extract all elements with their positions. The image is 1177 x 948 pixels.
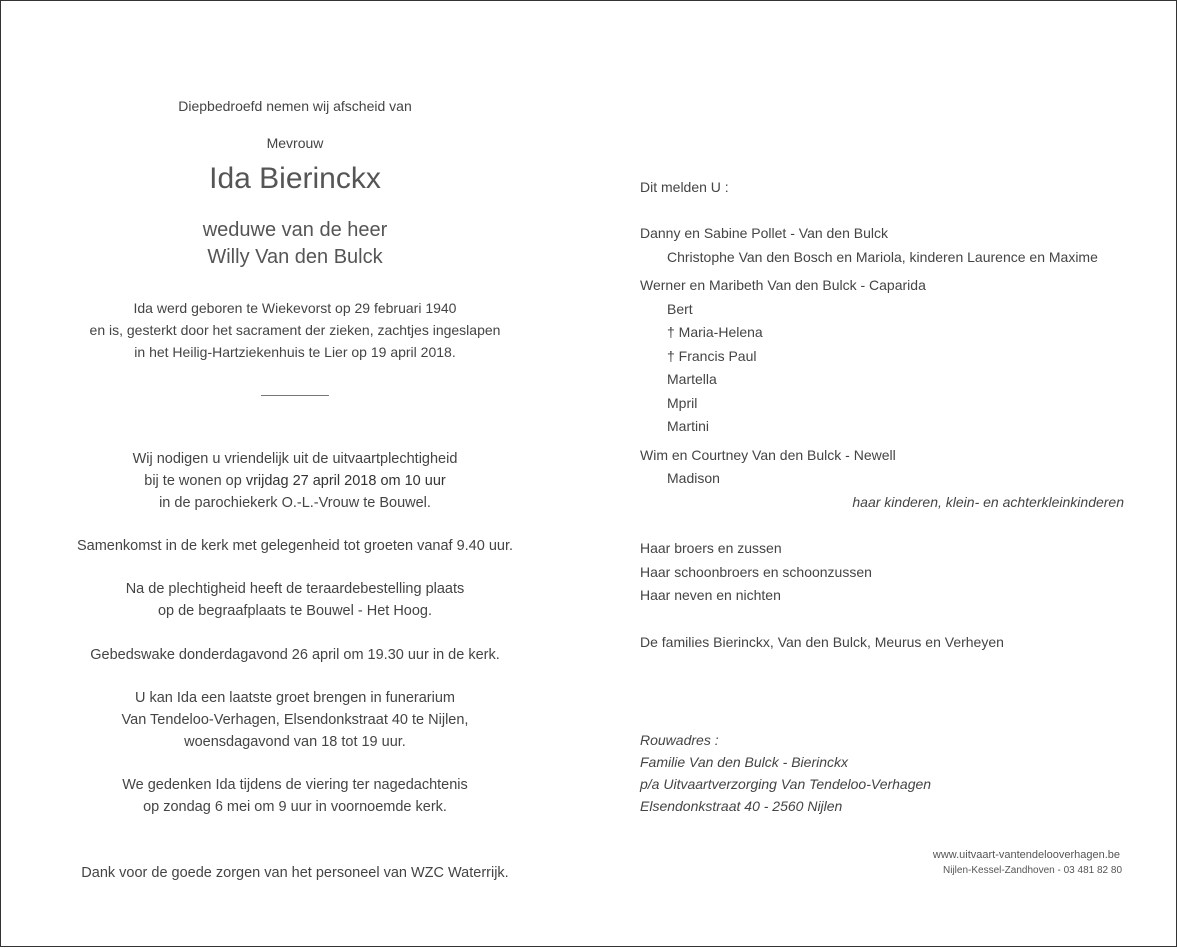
sibling-line: Haar broers en zussen — [640, 540, 782, 556]
address-line: Familie Van den Bulck - Bierinckx — [640, 754, 849, 770]
family-line: Danny en Sabine Pollet - Van den Bulck — [640, 225, 889, 241]
family-line: Martella — [667, 371, 717, 387]
thanks-text: Dank voor de goede zorgen van het personeel van WZC Waterrijk. — [81, 865, 509, 881]
family-line: † Francis Paul — [667, 348, 757, 364]
birth-line: en is, gesterkt door het sacrament der zieken, zachtjes ingeslapen — [89, 322, 501, 338]
widow-line-2: Willy Van den Bulck — [207, 246, 383, 268]
service-date: vrijdag 27 april 2018 om 10 uur — [245, 473, 446, 489]
families-text: De families Bierinckx, Van den Bulck, Meurus en Verheyen — [640, 634, 1004, 650]
family-line: Mpril — [667, 395, 698, 411]
announce-text: Dit melden U : — [640, 179, 729, 195]
visit-line: woensdagavond van 18 tot 19 uur. — [184, 734, 406, 750]
birth-line: in het Heilig-Hartziekenhuis te Lier op 19 april 2018. — [134, 344, 456, 360]
left-column — [41, 1, 549, 948]
intro-text: Diepbedroefd nemen wij afscheid van — [178, 98, 412, 114]
invite-line: Wij nodigen u vriendelijk uit de uitvaartplechtigheid — [132, 451, 458, 467]
title-prefix: Mevrouw — [266, 135, 324, 151]
descendants-text: haar kinderen, klein- en achterkleinkinderen — [852, 494, 1124, 510]
burial-line: op de begraafplaats te Bouwel - Het Hoog. — [157, 603, 433, 619]
family-line: † Maria-Helena — [667, 324, 763, 340]
remember-line: op zondag 6 mei om 9 uur in voornoemde kerk. — [143, 799, 447, 815]
sibling-line: Haar neven en nichten — [640, 587, 781, 603]
family-line: Christophe Van den Bosch en Mariola, kinderen Laurence en Maxime — [667, 249, 1098, 265]
address-line: Elsendonkstraat 40 - 2560 Nijlen — [640, 798, 843, 814]
deceased-name: Ida Bierinckx — [209, 162, 381, 195]
invite-line-date — [41, 470, 549, 492]
address-line: p/a Uitvaartverzorging Van Tendeloo-Verhagen — [640, 776, 932, 792]
widow-line-1: weduwe van de heer — [202, 219, 388, 241]
family-line: Bert — [667, 301, 693, 317]
funeral-home-contact: Nijlen-Kessel-Zandhoven - 03 481 82 80 — [943, 865, 1122, 876]
burial-line: Na de plechtigheid heeft de teraardebestelling plaats — [125, 581, 465, 597]
visit-line: U kan Ida een laatste groet brengen in funerarium — [134, 690, 455, 706]
gathering-text: Samenkomst in de kerk met gelegenheid tot groeten vanaf 9.40 uur. — [76, 538, 514, 554]
family-line: Wim en Courtney Van den Bulck - Newell — [640, 447, 896, 463]
vigil-text: Gebedswake donderdagavond 26 april om 19.30 uur in de kerk. — [90, 647, 500, 663]
birth-line: Ida werd geboren te Wiekevorst op 29 februari 1940 — [133, 300, 457, 316]
family-line: Martini — [667, 418, 710, 434]
invite-line: in de parochiekerk O.-L.-Vrouw te Bouwel. — [159, 495, 431, 511]
visit-line: Van Tendeloo-Verhagen, Elsendonkstraat 40 te Nijlen, — [121, 712, 469, 728]
funeral-home-website: www.uitvaart-vantendelooverhagen.be — [932, 849, 1120, 861]
family-line: Madison — [667, 470, 720, 486]
sibling-line: Haar schoonbroers en schoonzussen — [640, 564, 872, 580]
divider-line — [261, 395, 329, 396]
invite-prefix: bij te wonen op — [144, 473, 246, 489]
address-line: Rouwadres : — [640, 732, 719, 748]
family-line: Werner en Maribeth Van den Bulck - Caparida — [640, 277, 926, 293]
remember-line: We gedenken Ida tijdens de viering ter nagedachtenis — [122, 777, 468, 793]
